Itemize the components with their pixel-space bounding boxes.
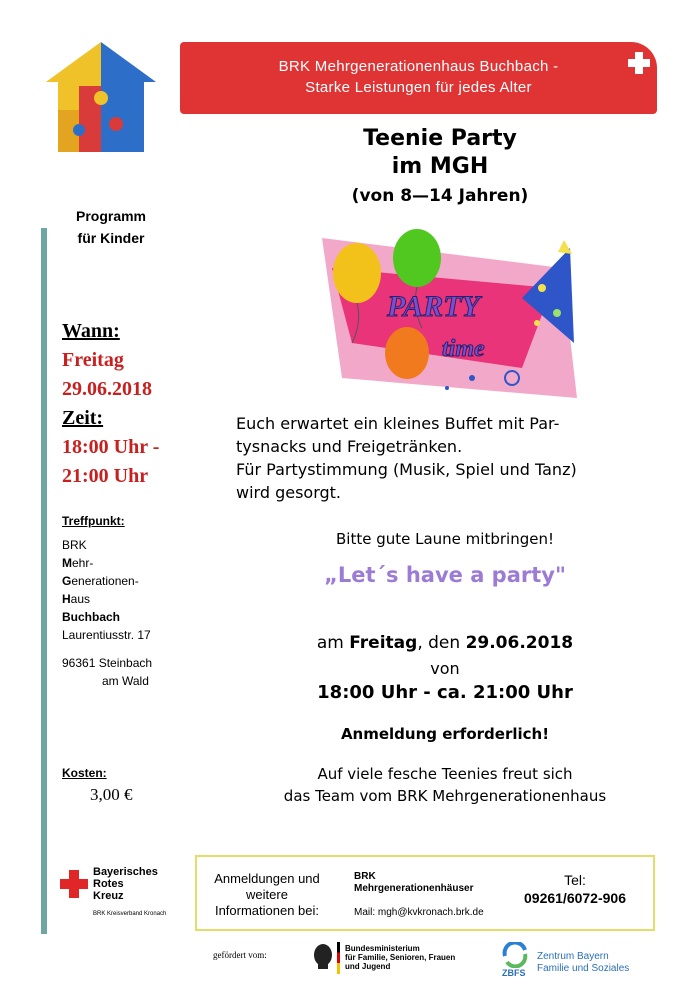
- address-line: Buchbach: [62, 610, 121, 624]
- kosten-label: Kosten:: [62, 766, 107, 780]
- brk-red-cross-icon: [60, 870, 88, 898]
- kosten-block: [62, 764, 133, 804]
- title-line-1: Teenie Party: [363, 126, 517, 151]
- date-day: Freitag: [349, 633, 418, 653]
- federal-eagle-icon: [312, 943, 334, 971]
- title-line-2: im MGH: [391, 154, 489, 179]
- closing-text: [195, 763, 695, 807]
- ministry-line: und Jugend: [345, 962, 391, 971]
- address-line: Haus: [62, 592, 91, 606]
- address-line: BRK: [62, 538, 87, 552]
- zbfs-text: [537, 951, 629, 975]
- page-title: [330, 125, 550, 181]
- german-flag-bar: [337, 942, 340, 974]
- kosten-value: 3,00 €: [90, 785, 133, 804]
- zbfs-logo-icon: [501, 942, 529, 968]
- desc-line: tysnacks und Freigetränken.: [236, 437, 463, 456]
- city-line-1: 96361 Steinbach: [62, 656, 153, 670]
- address-line: Generationen-: [62, 574, 139, 588]
- header-banner: [180, 42, 657, 114]
- wann-day: Freitag: [62, 349, 124, 371]
- programm-line-2: für Kinder: [77, 230, 145, 246]
- brk-line-1: Bayerisches: [93, 866, 158, 878]
- address-line: Laurentiusstr. 17: [62, 628, 151, 642]
- programm-line-1: Programm: [75, 208, 147, 224]
- zbfs-line-2: Familie und Soziales: [537, 963, 630, 974]
- city-line-2: am Wald: [102, 674, 149, 688]
- ministry-line: Bundesministerium: [345, 944, 420, 953]
- page-subtitle: (von 8—14 Jahren): [351, 186, 529, 206]
- mgh-house-logo: [44, 40, 158, 152]
- contact-intro: [207, 871, 327, 919]
- brk-line-2: Rotes: [93, 878, 124, 890]
- sidebar-accent-bar: [41, 228, 47, 934]
- mood-text: Bitte gute Laune mitbringen!: [336, 530, 554, 548]
- date-prefix: am: [316, 633, 350, 653]
- description: [236, 412, 656, 504]
- zbfs-line-1: Zentrum Bayern: [537, 951, 609, 962]
- zbfs-abbr: ZBFS: [502, 968, 526, 978]
- header-line-1: BRK Mehrgenerationenhaus Buchbach -: [278, 58, 559, 75]
- anmeldung-required: Anmeldung erforderlich!: [340, 725, 550, 743]
- gefoerdert-label: gefördert vom:: [213, 950, 267, 960]
- contact-org: [354, 871, 473, 895]
- desc-line: wird gesorgt.: [236, 483, 342, 502]
- closing-line-2: das Team vom BRK Mehrgenerationenhaus: [283, 787, 607, 805]
- ministry-line: für Familie, Senioren, Frauen: [345, 953, 456, 962]
- time-range: 18:00 Uhr - ca. 21:00 Uhr: [317, 682, 573, 703]
- date-mid: , den: [417, 633, 466, 653]
- wann-date: 29.06.2018: [62, 378, 152, 400]
- date-block: [195, 630, 695, 682]
- desc-line: Euch erwartet ein kleines Buffet mit Par-: [236, 414, 560, 433]
- closing-line-1: Auf viele fesche Teenies freut sich: [317, 765, 573, 783]
- brk-logo-text: [93, 866, 166, 920]
- contact-intro-line: weitere: [246, 887, 288, 902]
- von-text: von: [430, 659, 460, 678]
- brk-line-3: Kreuz: [93, 890, 124, 902]
- tel-value: 09261/6072-906: [524, 890, 626, 906]
- programm-label: [56, 205, 166, 249]
- contact-mail[interactable]: Mail: mgh@kvkronach.brk.de: [354, 907, 484, 918]
- header-line-2: Starke Leistungen für jedes Alter: [305, 79, 532, 96]
- lets-have-a-party: „Let´s have a party": [324, 563, 566, 587]
- desc-line: Für Partystimmung (Musik, Spiel und Tanz): [236, 460, 577, 479]
- tel-label: Tel:: [564, 872, 586, 888]
- org-line-2: Mehrgenerationenhäuser: [354, 883, 474, 894]
- zeit-label: Zeit:: [62, 407, 104, 429]
- treffpunkt-label: Treffpunkt:: [62, 514, 125, 528]
- wann-label: Wann:: [62, 320, 120, 342]
- treffpunkt-block: [62, 512, 152, 690]
- date-value: 29.06.2018: [465, 633, 574, 653]
- time-word: time: [442, 336, 485, 362]
- contact-intro-line: Anmeldungen und: [214, 871, 320, 886]
- contact-phone: [505, 871, 645, 907]
- party-word: PARTY: [387, 290, 480, 323]
- org-line-1: BRK: [354, 871, 376, 882]
- red-cross-icon: [628, 52, 650, 74]
- ministry-text: [345, 944, 455, 971]
- address-line: Mehr-: [62, 556, 94, 570]
- wann-block: [62, 317, 159, 491]
- contact-intro-line: Informationen bei:: [214, 903, 320, 918]
- brk-sub: BRK Kreisverband Kronach: [93, 911, 167, 917]
- date-line: [195, 630, 695, 656]
- contact-box: [195, 855, 655, 931]
- party-time-clipart: [322, 228, 584, 400]
- zeit-from: 18:00 Uhr -: [62, 436, 160, 458]
- zeit-to: 21:00 Uhr: [62, 465, 149, 487]
